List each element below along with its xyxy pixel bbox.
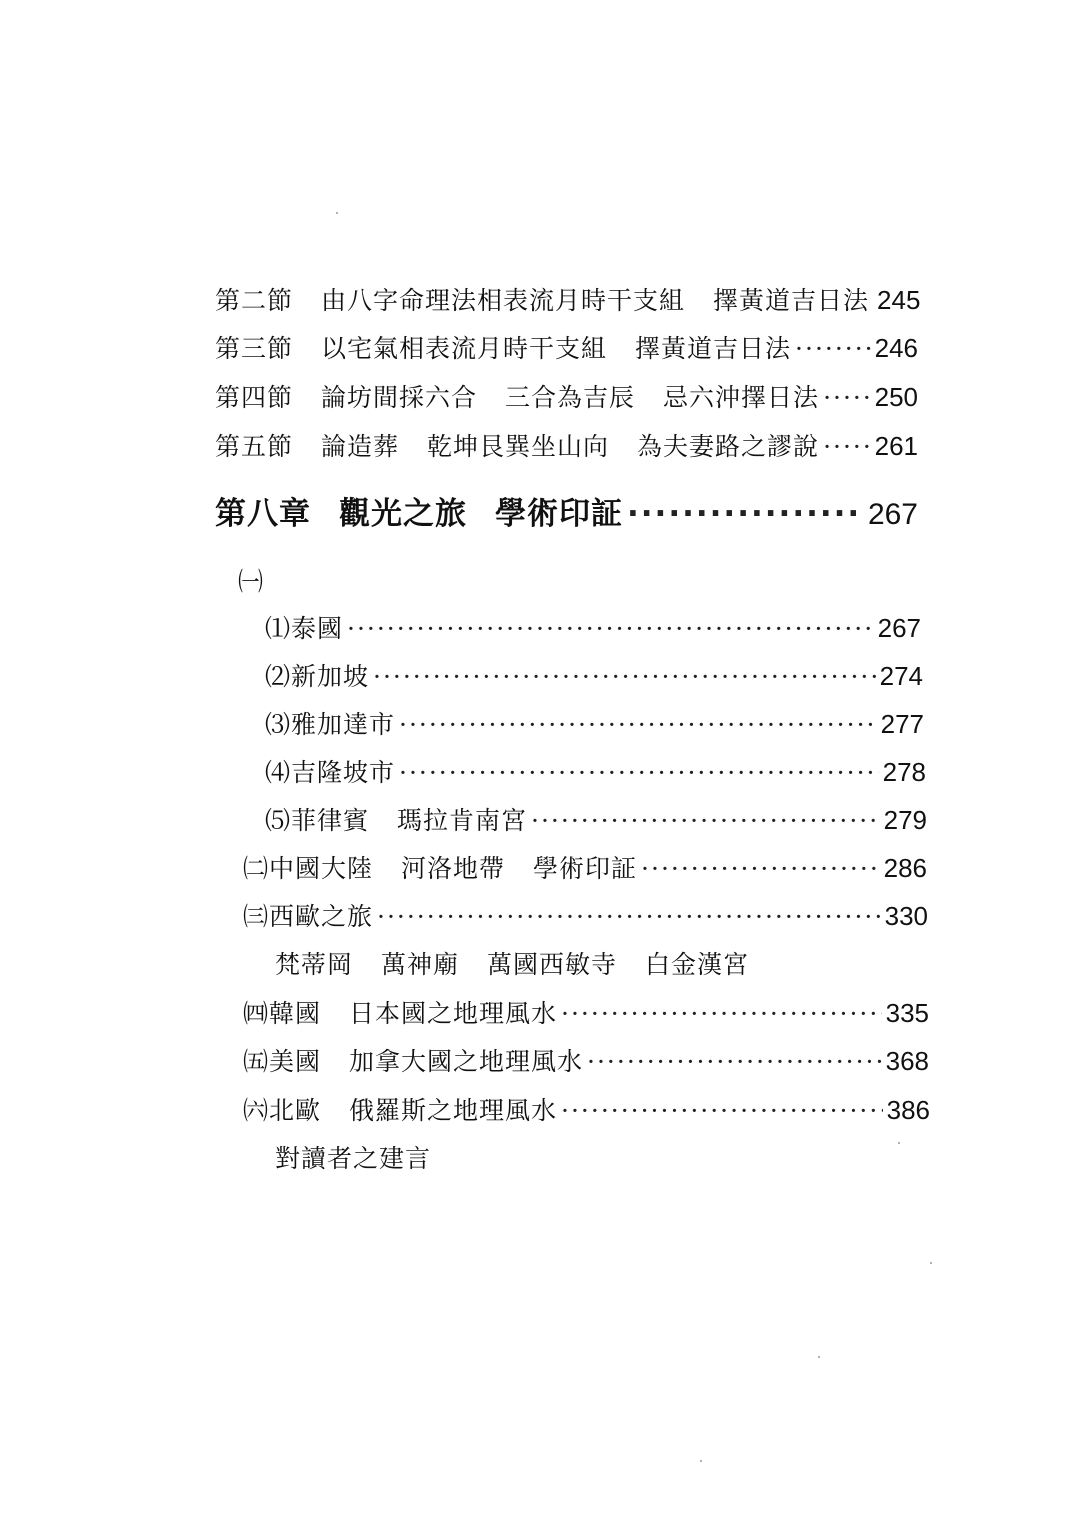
toc-page-number: 277 xyxy=(880,709,924,739)
toc-entry-label: ㈣韓國 日本國之地理風水 xyxy=(243,999,558,1028)
dot-leader xyxy=(561,1095,883,1127)
toc-entry-label: 第五節 論造葬 乾坤艮巽坐山向 為夫妻路之謬說 xyxy=(215,432,820,461)
toc-entry-part-3 xyxy=(243,900,928,933)
scan-speck xyxy=(336,212,338,214)
dot-leader xyxy=(377,901,881,933)
toc-page-number: 245 xyxy=(877,285,921,315)
toc-entry-kuala-lumpur xyxy=(265,756,926,789)
dot-leader xyxy=(531,805,880,837)
toc-page-number: 330 xyxy=(884,901,928,931)
toc-entry-section-3 xyxy=(215,332,918,365)
dot-leader xyxy=(399,757,879,789)
scan-speck xyxy=(700,1460,702,1462)
dot-leader xyxy=(641,853,880,885)
toc-entry-label: ㈡中國大陸 河洛地帶 學術印証 xyxy=(243,854,638,883)
toc-entry-label: ⑷吉隆坡市 xyxy=(265,758,396,787)
toc-entry-section-5 xyxy=(215,430,918,463)
toc-entry-label: ㈤美國 加拿大國之地理風水 xyxy=(243,1047,584,1076)
dot-leader xyxy=(399,709,877,741)
toc-page-number: 250 xyxy=(874,382,918,412)
dot-leader xyxy=(347,613,874,645)
toc-entry-part-6 xyxy=(243,1094,930,1127)
toc-entry-thailand xyxy=(265,612,921,645)
toc-entry-part-2 xyxy=(243,852,927,885)
toc-entry-label: ㈥北歐 俄羅斯之地理風水 xyxy=(243,1096,558,1125)
toc-page-number: 278 xyxy=(882,757,926,787)
toc-chapter-8 xyxy=(215,494,918,535)
toc-entry-label: 第四節 論坊間採六合 三合為吉辰 忌六沖擇日法 xyxy=(215,383,820,412)
toc-page-number: 267 xyxy=(877,613,921,643)
dot-leader xyxy=(561,998,882,1030)
toc-entry-part-5 xyxy=(243,1045,929,1078)
toc-entry-section-2 xyxy=(215,284,921,317)
toc-entry-label: ⑸菲律賓 瑪拉肯南宮 xyxy=(265,806,528,835)
toc-entry-label: ⑴泰國 xyxy=(265,614,344,643)
toc-entry-label: 第二節 由八字命理法相表流月時干支組 擇黃道吉日法 xyxy=(215,286,870,315)
toc-entry-part-4 xyxy=(243,997,929,1030)
part-3-subtopics: 梵蒂岡 萬神廟 萬國西敏寺 白金漢宮 xyxy=(275,950,750,979)
part-1-heading: ㈠ xyxy=(238,567,265,596)
toc-page-number: 274 xyxy=(879,661,923,691)
toc-entry-label: ⑶雅加達市 xyxy=(265,710,396,739)
toc-entry-section-4 xyxy=(215,381,918,414)
toc-page-number: 368 xyxy=(885,1046,929,1076)
dot-leader xyxy=(823,431,871,463)
scan-speck xyxy=(818,1356,820,1358)
toc-page-number: 286 xyxy=(883,853,927,883)
dot-leader xyxy=(627,494,864,534)
scan-speck xyxy=(898,1142,900,1144)
dot-leader xyxy=(823,382,871,414)
scan-speck xyxy=(930,1262,932,1264)
toc-page-number: 335 xyxy=(885,998,929,1028)
toc-entry-closing: 對讀者之建言 xyxy=(275,1144,432,1173)
toc-page-number: 386 xyxy=(886,1095,930,1125)
toc-page-number: 261 xyxy=(874,431,918,461)
toc-page-number: 246 xyxy=(874,333,918,363)
dot-leader xyxy=(795,333,871,365)
toc-entry-label: 第三節 以宅氣相表流月時干支組 擇黃道吉日法 xyxy=(215,334,792,363)
toc-page-number: 267 xyxy=(867,498,918,531)
toc-entry-label: ⑵新加坡 xyxy=(265,662,370,691)
dot-leader xyxy=(373,661,876,693)
dot-leader xyxy=(587,1046,882,1078)
toc-entry-jakarta xyxy=(265,708,924,741)
toc-entry-label: ㈢西歐之旅 xyxy=(243,902,374,931)
chapter-title: 第八章 觀光之旅 學術印証 xyxy=(215,496,623,532)
toc-entry-singapore xyxy=(265,660,923,693)
toc-entry-philippines xyxy=(265,804,927,837)
toc-page-number: 279 xyxy=(883,805,927,835)
